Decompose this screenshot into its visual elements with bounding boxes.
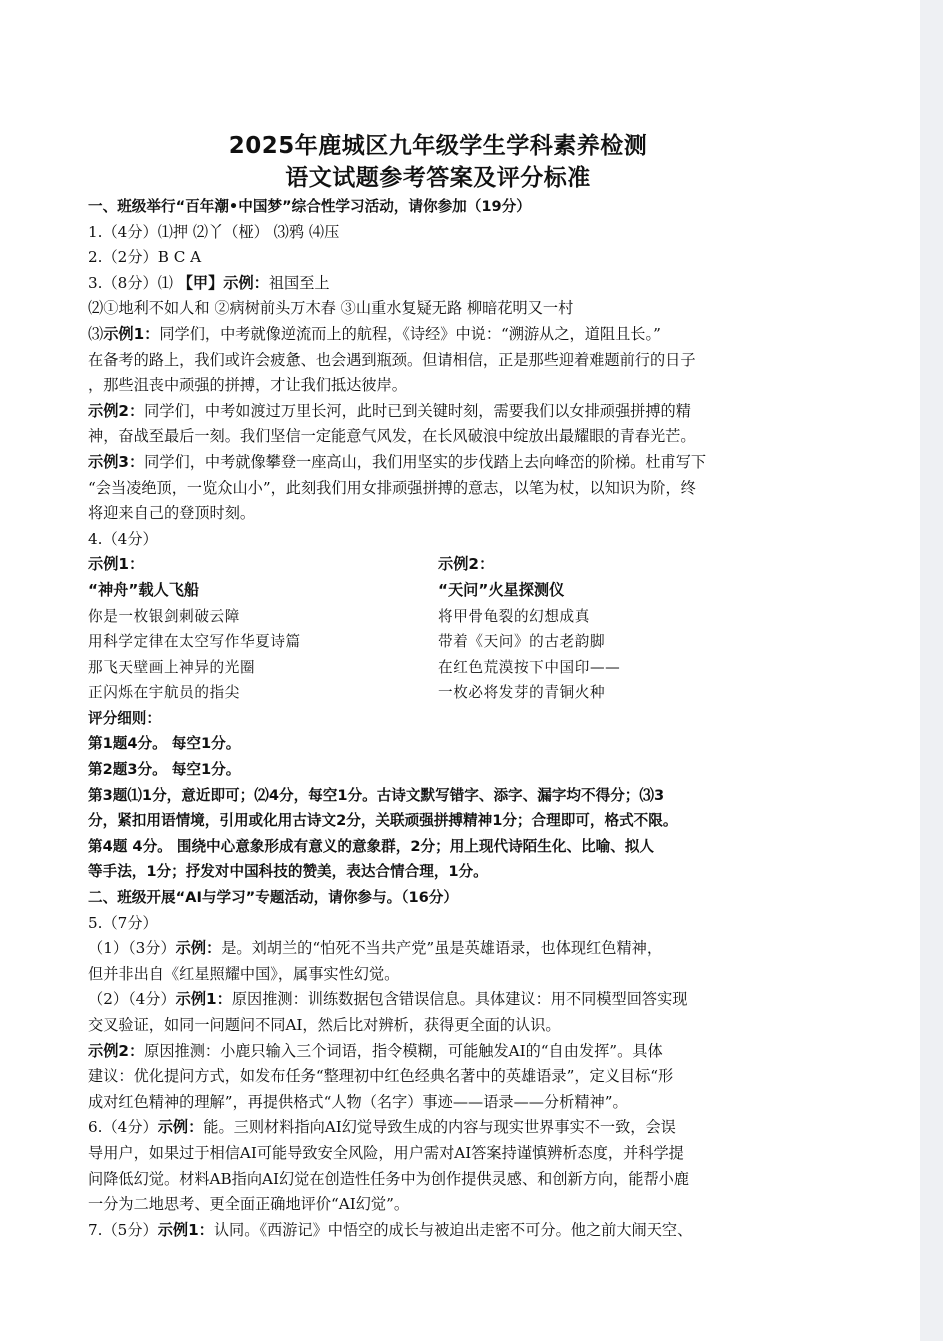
- q5-part1-line2: 但并非出自《红星照耀中国》，属事实性幻觉。: [88, 964, 400, 983]
- scoring-rule-1: 第1题4分。 每空1分。: [88, 735, 241, 753]
- q4-example2-title: “天问”火星探测仪: [438, 580, 565, 599]
- poem-line: 在红色荒漠按下中国印——: [438, 658, 621, 676]
- scoring-rule-3: 第3题⑴1分，意近即可；⑵4分，每空1分。古诗文默写错字、添字、漏字均不得分；⑶3: [88, 786, 665, 804]
- q3-part1: 3.（8分）⑴ 【甲】示例：祖国至上: [88, 273, 330, 292]
- q4-example1-title: “神舟”载人飞船: [88, 580, 200, 599]
- q4-example2: [438, 552, 788, 706]
- q6-answer: 6.（4分）示例：能。三则材料指向AI幻觉导致生成的内容与现实世界事实不一致，会误: [88, 1118, 676, 1137]
- q5-part1: （1）（3分）示例：是。刘胡兰的“怕死不当共产党”虽是英雄语录，也体现红色精神，: [88, 939, 663, 958]
- poem-line: 一枚必将发芽的青铜火种: [438, 684, 606, 702]
- document-title: 2025年鹿城区九年级学生学科素养检测: [228, 133, 648, 159]
- q5-part2-line2: 交叉验证，如同一问题问不同AI，然后比对辨析，获得更全面的认识。: [88, 1016, 561, 1034]
- poem-line: 正闪烁在宇航员的指尖: [88, 684, 240, 702]
- scoring-rule-3-line2: 分，紧扣用语情境，引用或化用古诗文2分，关联顽强拼搏精神1分；合理即可，格式不限。: [88, 812, 678, 830]
- q4-example2-label: 示例2：: [438, 555, 495, 574]
- q3-example3-line3: 将迎来自己的登顶时刻。: [88, 504, 256, 523]
- q1-answer: 1.（4分）⑴押 ⑵丫（桠） ⑶鸦 ⑷压: [88, 222, 340, 241]
- scoring-rule-4-line2: 等手法，1分；抒发对中国科技的赞美，表达合情合理，1分。: [88, 863, 488, 881]
- section-2-heading: 二、班级开展“AI与学习”专题活动，请你参与。（16分）: [88, 889, 458, 907]
- section-1-heading: 一、班级举行“百年潮•中国梦”综合性学习活动，请你参加（19分）: [88, 198, 531, 215]
- poem-line: 带着《天问》的古老韵脚: [438, 633, 606, 651]
- document-subtitle: 语文试题参考答案及评分标准: [285, 165, 591, 191]
- scoring-rule-4: 第4题 4分。 围绕中心意象形成有意义的意象群，2分；用上现代诗陌生化、比喻、拟人: [88, 837, 655, 855]
- poem-line: 你是一枚银剑刺破云障: [88, 607, 240, 625]
- q3-example1-line2: 在备考的路上，我们或许会疲惫、也会遇到瓶颈。但请相信，正是那些迎着难题前行的日子: [88, 350, 696, 369]
- q5-label: 5.（7分）: [88, 913, 158, 932]
- q3-example3-line2: “会当凌绝顶，一览众山小”，此刻我们用女排顽强拼搏的意志，以笔为杖，以知识为阶，终: [88, 478, 696, 497]
- scrollbar-track[interactable]: [920, 0, 943, 1341]
- q4-poems: [88, 552, 788, 706]
- scoring-rule-2: 第2题3分。 每空1分。: [88, 761, 241, 779]
- q6-line2: 导用户，如果过于相信AI可能导致安全风险，用户需对AI答案持谨慎辨析态度，并科学提: [88, 1143, 684, 1162]
- q3-example1-line3: ，那些沮丧中顽强的拼搏，才让我们抵达彼岸。: [88, 376, 407, 395]
- scoring-rules-heading: 评分细则：: [88, 709, 161, 727]
- q5-example2: 示例2：原因推测：小鹿只输入三个词语，指令模糊，可能触发AI的“自由发挥”。具体: [88, 1041, 663, 1060]
- q5-example2-line3: 成对红色精神的理解”，再提供格式“人物（名字）事迹——语录——分析精神”。: [88, 1092, 628, 1111]
- q5-example2-line2: 建议：优化提问方式，如发布任务“整理初中红色经典名著中的英雄语录”，定义目标“形: [88, 1067, 674, 1086]
- q4-label: 4.（4分）: [88, 529, 158, 548]
- answer-key-content: [88, 130, 788, 1243]
- q3-example3: 示例3：同学们，中考就像攀登一座高山，我们用坚实的步伐踏上去向峰峦的阶梯。杜甫写下: [88, 452, 707, 471]
- poem-line: 用科学定律在太空写作华夏诗篇: [88, 633, 301, 651]
- q6-line3: 问降低幻觉。材料AB指向AI幻觉在创造性任务中为创作提供灵感、和创新方向，能帮小鹿: [88, 1169, 690, 1188]
- q3-example1: ⑶示例1：同学们，中考就像逆流而上的航程，《诗经》中说：“溯游从之，道阻且长。”: [88, 324, 661, 343]
- q3-example2: 示例2：同学们，中考如渡过万里长河，此时已到关键时刻，需要我们以女排顽强拼搏的精: [88, 401, 691, 420]
- q4-example1-label: 示例1：: [88, 555, 145, 574]
- poem-line: 将甲骨龟裂的幻想成真: [438, 607, 590, 625]
- poem-line: 那飞天壁画上神异的光圈: [88, 658, 256, 676]
- q2-answer: 2.（2分）B C A: [88, 248, 202, 267]
- q7-answer: 7.（5分）示例1：认同。《西游记》中悟空的成长与被迫出走密不可分。他之前大闹天空、: [88, 1220, 693, 1239]
- q5-part2: （2）（4分）示例1：原因推测：训练数据包含错误信息。具体建议：用不同模型回答实现: [88, 990, 688, 1009]
- q6-line4: 一分为二地思考、更全面正确地评价“AI幻觉”。: [88, 1195, 410, 1214]
- q3-example2-line2: 神，奋战至最后一刻。我们坚信一定能意气风发，在长风破浪中绽放出最耀眼的青春光芒。: [88, 427, 696, 446]
- q3-part2: ⑵①地利不如人和 ②病树前头万木春 ③山重水复疑无路 柳暗花明又一村: [88, 299, 574, 318]
- q4-example1: [88, 552, 438, 706]
